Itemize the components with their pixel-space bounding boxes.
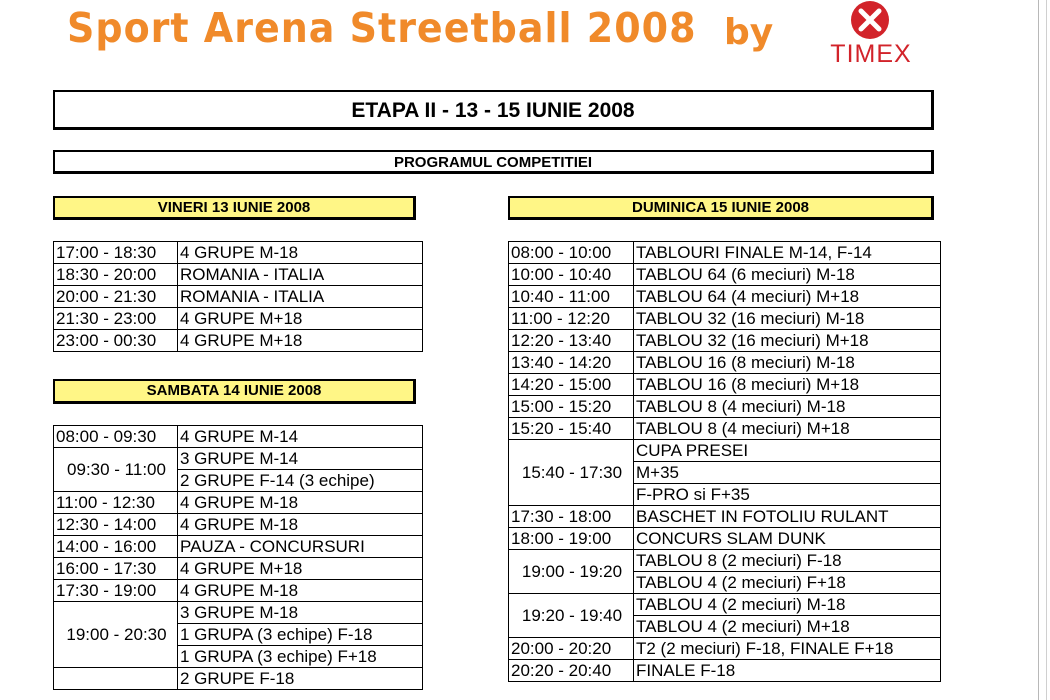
time-slot: 14:00 - 16:00 xyxy=(54,536,178,558)
time-slot: 10:00 - 10:40 xyxy=(509,264,634,286)
time-slot: 17:30 - 19:00 xyxy=(54,580,178,602)
event-cell: TABLOU 4 (2 meciuri) M+18 xyxy=(634,616,941,638)
event-cell: 4 GRUPE M-18 xyxy=(178,492,423,514)
time-slot: 19:00 - 20:30 xyxy=(54,602,178,668)
schedule-table-vineri xyxy=(53,241,423,352)
table-row xyxy=(509,374,941,396)
table-row xyxy=(54,580,423,602)
event-cell: TABLOURI FINALE M-14, F-14 xyxy=(634,242,941,264)
time-slot: 12:20 - 13:40 xyxy=(509,330,634,352)
time-slot: 10:40 - 11:00 xyxy=(509,286,634,308)
event-cell: T2 (2 meciuri) F-18, FINALE F+18 xyxy=(634,638,941,660)
event-cell: PAUZA - CONCURSURI xyxy=(178,536,423,558)
page-edge-outer xyxy=(1046,0,1047,700)
program-heading: PROGRAMUL COMPETITIEI xyxy=(53,150,934,174)
table-row xyxy=(509,550,941,572)
time-slot: 18:30 - 20:00 xyxy=(54,264,178,286)
event-cell: 4 GRUPE M-18 xyxy=(178,514,423,536)
event-cell: F-PRO si F+35 xyxy=(634,484,941,506)
table-row xyxy=(509,660,941,682)
schedule-table-duminica xyxy=(508,241,941,682)
event-cell: M+35 xyxy=(634,462,941,484)
event-cell: TABLOU 8 (4 meciuri) M-18 xyxy=(634,396,941,418)
table-row xyxy=(509,506,941,528)
time-slot: 13:40 - 14:20 xyxy=(509,352,634,374)
event-cell: TABLOU 64 (4 meciuri) M+18 xyxy=(634,286,941,308)
time-slot: 15:00 - 15:20 xyxy=(509,396,634,418)
page-edge xyxy=(1038,0,1039,700)
day-header-vineri: VINERI 13 IUNIE 2008 xyxy=(53,196,416,220)
event-cell: TABLOU 8 (4 meciuri) M+18 xyxy=(634,418,941,440)
event-cell: TABLOU 4 (2 meciuri) F+18 xyxy=(634,572,941,594)
event-cell: ROMANIA - ITALIA xyxy=(178,286,423,308)
table-row xyxy=(54,558,423,580)
event-cell: 1 GRUPA (3 echipe) F+18 xyxy=(178,646,423,668)
page-title: Sport Arena Streetball 2008 xyxy=(67,4,697,52)
event-cell: TABLOU 32 (16 meciuri) M-18 xyxy=(634,308,941,330)
event-cell: 4 GRUPE M+18 xyxy=(178,558,423,580)
day-header-duminica: DUMINICA 15 IUNIE 2008 xyxy=(508,196,934,220)
event-cell: 4 GRUPE M-14 xyxy=(178,426,423,448)
time-slot: 17:00 - 18:30 xyxy=(54,242,178,264)
event-cell: TABLOU 8 (2 meciuri) F-18 xyxy=(634,550,941,572)
time-slot: 09:30 - 11:00 xyxy=(54,448,178,492)
time-slot: 08:00 - 10:00 xyxy=(509,242,634,264)
time-slot: 15:40 - 17:30 xyxy=(509,440,634,506)
event-cell: ROMANIA - ITALIA xyxy=(178,264,423,286)
event-cell: CUPA PRESEI xyxy=(634,440,941,462)
event-cell: TABLOU 16 (8 meciuri) M+18 xyxy=(634,374,941,396)
event-cell: 4 GRUPE M+18 xyxy=(178,330,423,352)
event-cell: 3 GRUPE M-18 xyxy=(178,602,423,624)
time-slot: 17:30 - 18:00 xyxy=(509,506,634,528)
time-slot: 20:00 - 20:20 xyxy=(509,638,634,660)
table-row xyxy=(54,286,423,308)
table-row xyxy=(54,536,423,558)
event-cell: TABLOU 16 (8 meciuri) M-18 xyxy=(634,352,941,374)
event-cell: 2 GRUPE F-18 xyxy=(178,668,423,690)
time-slot: 16:00 - 17:30 xyxy=(54,558,178,580)
event-cell: TABLOU 4 (2 meciuri) M-18 xyxy=(634,594,941,616)
event-cell: TABLOU 32 (16 meciuri) M+18 xyxy=(634,330,941,352)
table-row xyxy=(54,602,423,624)
timex-x-icon xyxy=(816,0,926,42)
time-slot: 14:20 - 15:00 xyxy=(509,374,634,396)
table-row xyxy=(509,594,941,616)
time-slot: 20:00 - 21:30 xyxy=(54,286,178,308)
table-row xyxy=(509,352,941,374)
event-cell: BASCHET IN FOTOLIU RULANT xyxy=(634,506,941,528)
time-slot: 08:00 - 09:30 xyxy=(54,426,178,448)
event-cell: 3 GRUPE M-14 xyxy=(178,448,423,470)
table-row xyxy=(54,668,423,690)
table-row xyxy=(54,492,423,514)
time-slot: 15:20 - 15:40 xyxy=(509,418,634,440)
table-row xyxy=(54,514,423,536)
event-cell: FINALE F-18 xyxy=(634,660,941,682)
table-row xyxy=(54,330,423,352)
table-row xyxy=(509,286,941,308)
table-row xyxy=(54,242,423,264)
table-row xyxy=(54,308,423,330)
time-slot: 11:00 - 12:30 xyxy=(54,492,178,514)
table-row xyxy=(509,638,941,660)
time-slot: 20:20 - 20:40 xyxy=(509,660,634,682)
table-row xyxy=(54,448,423,470)
time-slot xyxy=(54,668,178,690)
time-slot: 18:00 - 19:00 xyxy=(509,528,634,550)
event-cell: 4 GRUPE M+18 xyxy=(178,308,423,330)
etapa-heading: ETAPA II - 13 - 15 IUNIE 2008 xyxy=(53,90,934,130)
day-header-sambata: SAMBATA 14 IUNIE 2008 xyxy=(53,379,416,404)
event-cell: 4 GRUPE M-18 xyxy=(178,580,423,602)
table-row xyxy=(54,426,423,448)
event-cell: TABLOU 64 (6 meciuri) M-18 xyxy=(634,264,941,286)
schedule-table-sambata xyxy=(53,425,423,690)
time-slot: 19:00 - 19:20 xyxy=(509,550,634,594)
table-row xyxy=(509,396,941,418)
by-label: by xyxy=(724,12,774,53)
event-cell: 4 GRUPE M-18 xyxy=(178,242,423,264)
time-slot: 23:00 - 00:30 xyxy=(54,330,178,352)
sponsor-name: TIMEX xyxy=(830,40,912,68)
event-cell: CONCURS SLAM DUNK xyxy=(634,528,941,550)
table-row xyxy=(509,242,941,264)
table-row xyxy=(509,528,941,550)
timex-logo xyxy=(816,0,926,70)
event-cell: 1 GRUPA (3 echipe) F-18 xyxy=(178,624,423,646)
table-row xyxy=(509,440,941,462)
time-slot: 19:20 - 19:40 xyxy=(509,594,634,638)
table-row xyxy=(509,264,941,286)
time-slot: 11:00 - 12:20 xyxy=(509,308,634,330)
event-cell: 2 GRUPE F-14 (3 echipe) xyxy=(178,470,423,492)
table-row xyxy=(54,264,423,286)
table-row xyxy=(509,418,941,440)
time-slot: 21:30 - 23:00 xyxy=(54,308,178,330)
table-row xyxy=(509,308,941,330)
time-slot: 12:30 - 14:00 xyxy=(54,514,178,536)
table-row xyxy=(509,330,941,352)
